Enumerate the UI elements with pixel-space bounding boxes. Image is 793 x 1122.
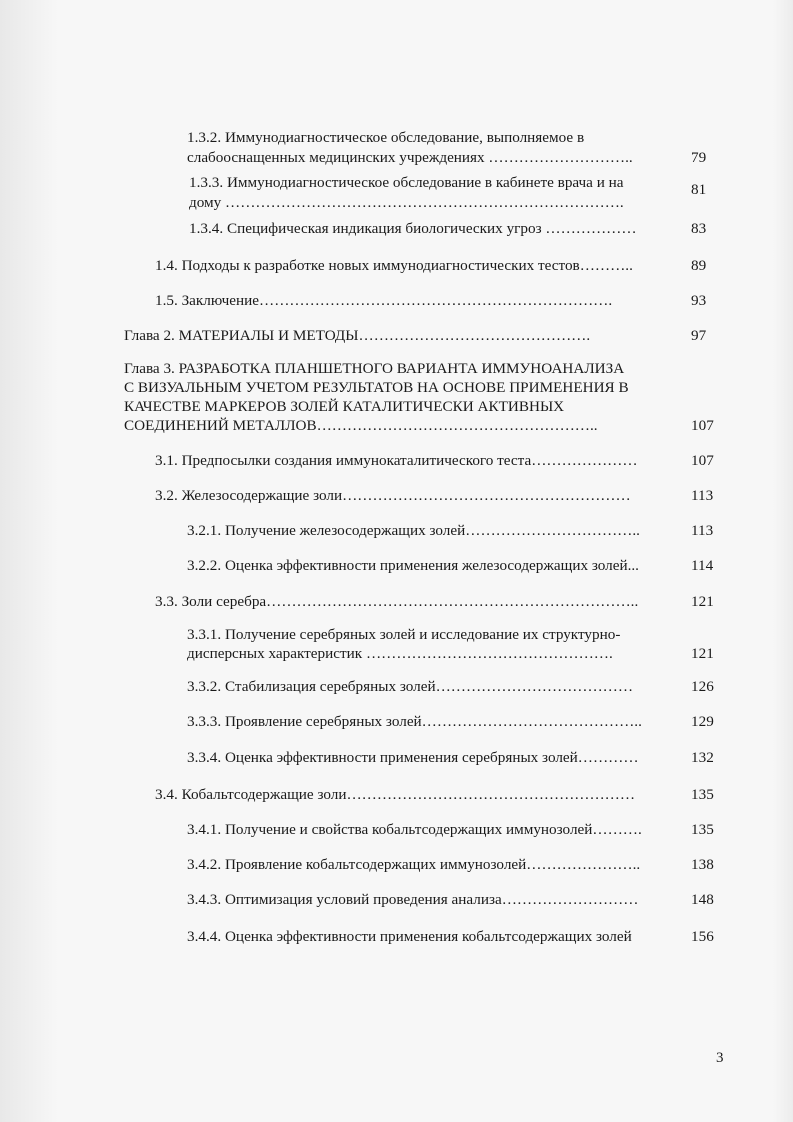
toc-entry-text: 3.3.1. Получение серебряных золей и исследование их структурно- <box>187 626 621 643</box>
toc-entry-text-cont: дому ……………………………………………………………………. <box>189 194 624 211</box>
toc-entry-text: Глава 2. МАТЕРИАЛЫ И МЕТОДЫ………………………………………. <box>124 327 591 344</box>
toc-page-number: 138 <box>691 856 714 873</box>
toc-page-number: 83 <box>691 220 707 237</box>
toc-entry-text: 3.3.2. Стабилизация серебряных золей………………………………… <box>187 678 634 695</box>
toc-page-number: 121 <box>691 593 714 610</box>
toc-page-number: 113 <box>691 487 714 504</box>
toc-page-number: 135 <box>691 821 714 838</box>
toc-entry-text-cont: слабооснащенных медицинских учреждениях ……………………….. <box>187 149 633 166</box>
toc-page-number: 135 <box>691 786 714 803</box>
toc-entry-text: 3.3.4. Оценка эффективности применения серебряных золей………… <box>187 749 639 766</box>
toc-entry-text: 1.5. Заключение……………………………………………………………. <box>155 292 613 309</box>
toc-entry-text-cont: С ВИЗУАЛЬНЫМ УЧЕТОМ РЕЗУЛЬТАТОВ НА ОСНОВЕ ПРИМЕНЕНИЯ В <box>124 379 629 396</box>
toc-entry-text: 3.4. Кобальтсодержащие золи………………………………………………… <box>155 786 636 803</box>
toc-page-number: 114 <box>691 557 714 574</box>
toc-entry-text: 1.3.2. Иммунодиагностическое обследование, выполняемое в <box>187 129 585 146</box>
toc-entry-text: 3.4.3. Оптимизация условий проведения анализа……………………… <box>187 891 639 908</box>
toc-entry-text: 3.2.1. Получение железосодержащих золей…………………………….. <box>187 522 640 539</box>
page-number: 3 <box>716 1050 724 1066</box>
toc-entry-text: 3.2. Железосодержащие золи………………………………………………… <box>155 487 631 504</box>
toc-page-number: 126 <box>691 678 714 695</box>
toc-entry-text: 3.4.4. Оценка эффективности применения кобальтсодержащих золей <box>187 928 632 945</box>
toc-entry-text: 3.4.1. Получение и свойства кобальтсодержащих иммунозолей………. <box>187 821 642 838</box>
toc-page-number: 79 <box>691 149 707 166</box>
toc-entry-text: 3.2.2. Оценка эффективности применения железосодержащих золей... <box>187 557 639 574</box>
toc-entry-text-cont: дисперсных характеристик …………………………………………. <box>187 645 613 662</box>
toc-entry-text: 1.3.4. Специфическая индикация биологических угроз ……………… <box>189 220 637 237</box>
toc-page-number: 129 <box>691 713 714 730</box>
toc-page-number: 81 <box>691 181 707 198</box>
toc-entry-text-cont: КАЧЕСТВЕ МАРКЕРОВ ЗОЛЕЙ КАТАЛИТИЧЕСКИ АКТИВНЫХ <box>124 398 565 415</box>
toc-entry-text: 3.1. Предпосылки создания иммунокаталитического теста………………… <box>155 452 638 469</box>
toc-page-number: 156 <box>691 928 714 945</box>
toc-page-number: 93 <box>691 292 707 309</box>
toc-page-number: 148 <box>691 891 714 908</box>
toc-entry-text: 3.3. Золи серебра……………………………………………………………….. <box>155 593 639 610</box>
toc-page-number: 132 <box>691 749 714 766</box>
toc-page-number: 97 <box>691 327 707 344</box>
toc-entry-text-cont: СОЕДИНЕНИЙ МЕТАЛЛОВ……………………………………………….. <box>124 417 598 434</box>
scan-shadow-left <box>0 0 58 1122</box>
toc-page-number: 89 <box>691 257 707 274</box>
toc-page-number: 121 <box>691 645 714 662</box>
toc-entry-text: 1.4. Подходы к разработке новых иммунодиагностических тестов……….. <box>155 257 633 274</box>
toc-page-number: 107 <box>691 417 714 434</box>
toc-entry-text: 1.3.3. Иммунодиагностическое обследование в кабинете врача и на <box>189 174 624 191</box>
toc-page-number: 107 <box>691 452 714 469</box>
toc-page-number: 113 <box>691 522 714 539</box>
toc-entry-text: 3.3.3. Проявление серебряных золей…………………………………….. <box>187 713 642 730</box>
toc-entry-text: Глава 3. РАЗРАБОТКА ПЛАНШЕТНОГО ВАРИАНТА ИММУНОАНАЛИЗА <box>124 360 625 377</box>
toc-entry-text: 3.4.2. Проявление кобальтсодержащих иммунозолей………………….. <box>187 856 641 873</box>
scan-shadow-right <box>773 0 793 1122</box>
